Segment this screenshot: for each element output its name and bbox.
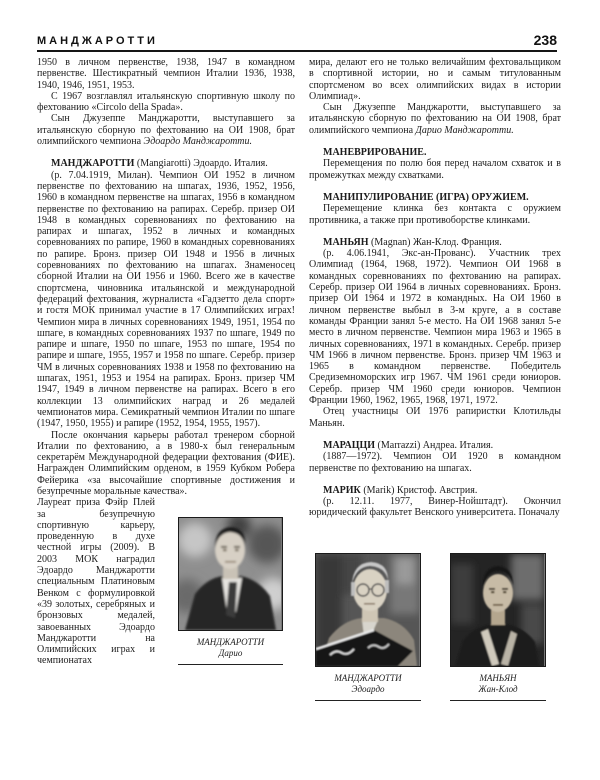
running-title: МАНДЖАРОТТИ	[37, 35, 158, 47]
paragraph-text: С 1967 возглавлял итальянскую спортивную школу по фехтованию «Circolo della Spada».	[37, 90, 295, 114]
photo-caption	[315, 673, 421, 695]
entry-head-magnan	[309, 237, 561, 248]
entry-head-marazzi	[309, 440, 561, 451]
portrait-photo-edoardo	[315, 553, 421, 667]
photo-caption	[178, 637, 283, 659]
photo-caption	[450, 673, 546, 695]
paragraph-text: (1887—1972). Чемпион ОИ 1920 в командном первенстве по фехтованию на шпагах.	[309, 451, 561, 474]
entry-headword-rest: (Marrazzi) Андреа. Италия.	[375, 439, 494, 451]
entry-headword-rest: (Magnan) Жан-Клод. Франция.	[368, 236, 502, 248]
entry-body-edoardo-2-wide	[37, 430, 295, 498]
paragraph-text: Сын Джузеппе Манджаротти, выступавшего за итальянскую сборную по фехтованию на ОИ 1908, брат олимпийского чемпиона	[37, 113, 295, 148]
paragraph-family-left	[37, 113, 295, 147]
paragraph-dario-continuation	[37, 57, 295, 91]
paragraph-text: Перемещения по полю боя перед началом схваток и в промежутках между схватками.	[309, 158, 561, 181]
portrait-photo-magnan	[450, 553, 546, 667]
paragraph-text: Сын Джузеппе Манджаротти, выступавшего за итальянскую сборную по фехтованию на ОИ 1908, брат олимпийского чемпиона	[309, 102, 561, 136]
entry-headword-rest: (Marik) Кристоф. Австрия.	[360, 484, 478, 496]
page-number: 238	[533, 32, 557, 48]
entry-headword: МАРИК	[323, 484, 361, 496]
media-row	[37, 497, 295, 666]
paragraph-text: (р. 4.06.1941, Экс-ан-Прованс). Участник трех Олимпиад (1964, 1968, 1972). Чемпион ОИ 1968 в командных соревнованиях по фехтованию на рапирах. Серебр. призер ОИ 1964 в личных соревнованиях. Бронз. призер ОИ 1964 и 1972 в командных. На ОИ 1960 в личном первенстве выбыл в 3-м круге, а в составе команды Франции занял 5-е место. На ОИ 1968 занял 5-е место в личном первенстве. Чемпион мира 1963 и 1965 в личных соревнованиях, 1971 в командных. Серебр. призер ЧМ 1966 в личном первенстве. Бронз. призер ЧМ 1963 и 1965 в командном первенстве. Победитель Средиземноморских игр 1967. ЧМ 1961 среди юниоров. Серебр. призер ЧМ 1960 среди юниоров. Чемпион Франции 1960, 1962, 1965, 1968, 1971, 1972.	[309, 248, 561, 407]
left-column	[37, 57, 295, 667]
entry-body-edoardo-2-narrow: Лауреат приза Фэйр Плей за безупречную спортивную карьеру, проведенную в духе честной игры (2009). В 2003 МОК наградил Эдоардо Манджаротти специальным Платиновым Венком с формулировкой «39 золотых, серебряных и бронзовых медалей, завоеванных Эдоардо Манджаротти на Олимпийских играх и чемпионатах	[37, 497, 155, 667]
photo-caption-surname: МАНДЖАРОТТИ	[334, 673, 402, 683]
caption-rule	[450, 700, 546, 701]
italic-name: Дарио Манджаротти.	[415, 124, 514, 136]
portrait-photo-icon	[316, 554, 419, 666]
paragraph-family-right	[309, 102, 561, 136]
entry-headword: МАНЬЯН	[323, 236, 369, 248]
photo-caption-surname: МАНЬЯН	[479, 673, 517, 683]
paragraph-text: 1950 в личном первенстве, 1938, 1947 в командном первенстве. Шестикратный чемпион Италии 1936, 1938, 1940, 1946, 1951, 1953.	[37, 57, 295, 91]
paragraph-text: (р. 7.04.1919, Милан). Чемпион ОИ 1952 в личном первенстве по фехтованию на шпагах, 1936, 1952, 1956, 1960 в командном первенстве на шпагах, 1956 в командном первенстве по фехтованию на рапирах. Серебр. призер ОИ 1948 в командных соревнованиях по фехтованию на рапирах и шпагах, 1952 в личных и командных соревнованиях по рапире, 1960 в командных соревнованиях по рапире. Бронз. призер ОИ 1948 и 1956 в личных соревнованиях по фехтованию на шпагах. Знаменосец сборной Италии на ОИ 1956 и 1960. Всего же в качестве спортсмена, чиновника итальянской и международной федераций фехтования, журналиста «Гадзетто дела спорт» и гостя МОК принимал участие в 17 Олимпийских играх! Чемпион мира в личных соревнованиях 1949, 1951, 1954 по шпаге, в командных соревнованиях 1937 по шпаге, 1949 по рапире и шпаге, 1950 по шпаге, 1953 по шпаге, 1954 по рапире и шпаге, 1955, 1957 и 1958 по шпаге. Серебр. призер ЧМ в личных соревнованиях 1938 и 1958 по фехтованию на шпагах, 1951, 1953 и 1954 на рапирах. Бронз. призер ЧМ 1947, 1949 в личном первенстве на рапирах. Всего в его коллекции 13 олимпийских наград и 26 медалей чемпионатов мира. Семикратный чемпион Италии по шпаге (1947, 1950, 1955) и рапире (1952, 1954, 1955, 1957).	[37, 169, 295, 430]
entry-headword: МАНДЖАРОТТИ	[51, 158, 135, 170]
photo-figure-dario	[178, 517, 283, 665]
right-column	[309, 57, 561, 519]
entry-head-marik	[309, 485, 561, 496]
entry-headword: МАНИПУЛИРОВАНИЕ (ИГРА) ОРУЖИЕМ.	[323, 191, 529, 203]
paragraph-text: (р. 12.11. 1977, Винер-Нойштадт). Окончил юридический факультет Венского университета. Поначалу	[309, 496, 561, 519]
photo-caption-given: Эдоардо	[351, 684, 385, 694]
paragraph-text: мира, делают его не только величайшим фехтовальщиком в спортивной истории, но и самым титулованным спортсменом во всех олимпийских видах в истории Олимпиад».	[309, 57, 561, 102]
entry-body-edoardo-1	[37, 170, 295, 430]
entry-body-magnan-1	[309, 248, 561, 406]
photo-caption-given: Жан-Клод	[478, 684, 518, 694]
entry-head-mangiarotti-edoardo	[37, 158, 295, 169]
entry-head-manevrirovanie	[309, 147, 561, 158]
caption-rule	[178, 664, 283, 665]
entry-body-marazzi	[309, 451, 561, 474]
entry-headword-rest: (Mangiarotti) Эдоардо. Италия.	[134, 158, 268, 170]
entry-head-manipulirovanie	[309, 192, 561, 203]
portrait-photo-icon	[451, 554, 544, 666]
entry-body-manevrirovanie	[309, 158, 561, 181]
header-rule	[37, 50, 557, 52]
photo-caption-given: Дарио	[218, 648, 243, 659]
paragraph-edoardo-continuation	[309, 57, 561, 102]
photo-figure-edoardo	[315, 553, 421, 701]
photo-figure-magnan	[450, 553, 546, 701]
entry-body-manipulirovanie	[309, 203, 561, 226]
entry-body-marik	[309, 496, 561, 519]
paragraph-text: После окончания карьеры работал тренером сборной Италии по фехтованию, а в 1980-х был генеральным секретарём Международной федерации фехтования (ФИЕ). Награжден Олимпийским орденом, в 1959 Кубком Робера Фейерика «за высочайшие спортивные достижения и безупречные моральные качества».	[37, 429, 295, 497]
entry-headword: МАНЕВРИРОВАНИЕ.	[323, 147, 427, 159]
caption-rule	[315, 700, 421, 701]
photo-caption-surname: МАНДЖАРОТТИ	[196, 637, 265, 648]
paragraph-text: Отец участницы ОИ 1976 рапиристки Клотильды Маньян.	[309, 406, 561, 429]
portrait-photo-dario	[178, 517, 283, 631]
portrait-photo-icon	[179, 518, 281, 630]
italic-name: Эдоардо Манджаротти.	[143, 136, 253, 148]
entry-headword: МАРАЦЦИ	[323, 439, 376, 451]
paragraph-text: Перемещение клинка без контакта с оружием противника, а также при противоборстве клинками.	[309, 203, 561, 226]
paragraph-school	[37, 91, 295, 114]
entry-body-magnan-2	[309, 406, 561, 429]
